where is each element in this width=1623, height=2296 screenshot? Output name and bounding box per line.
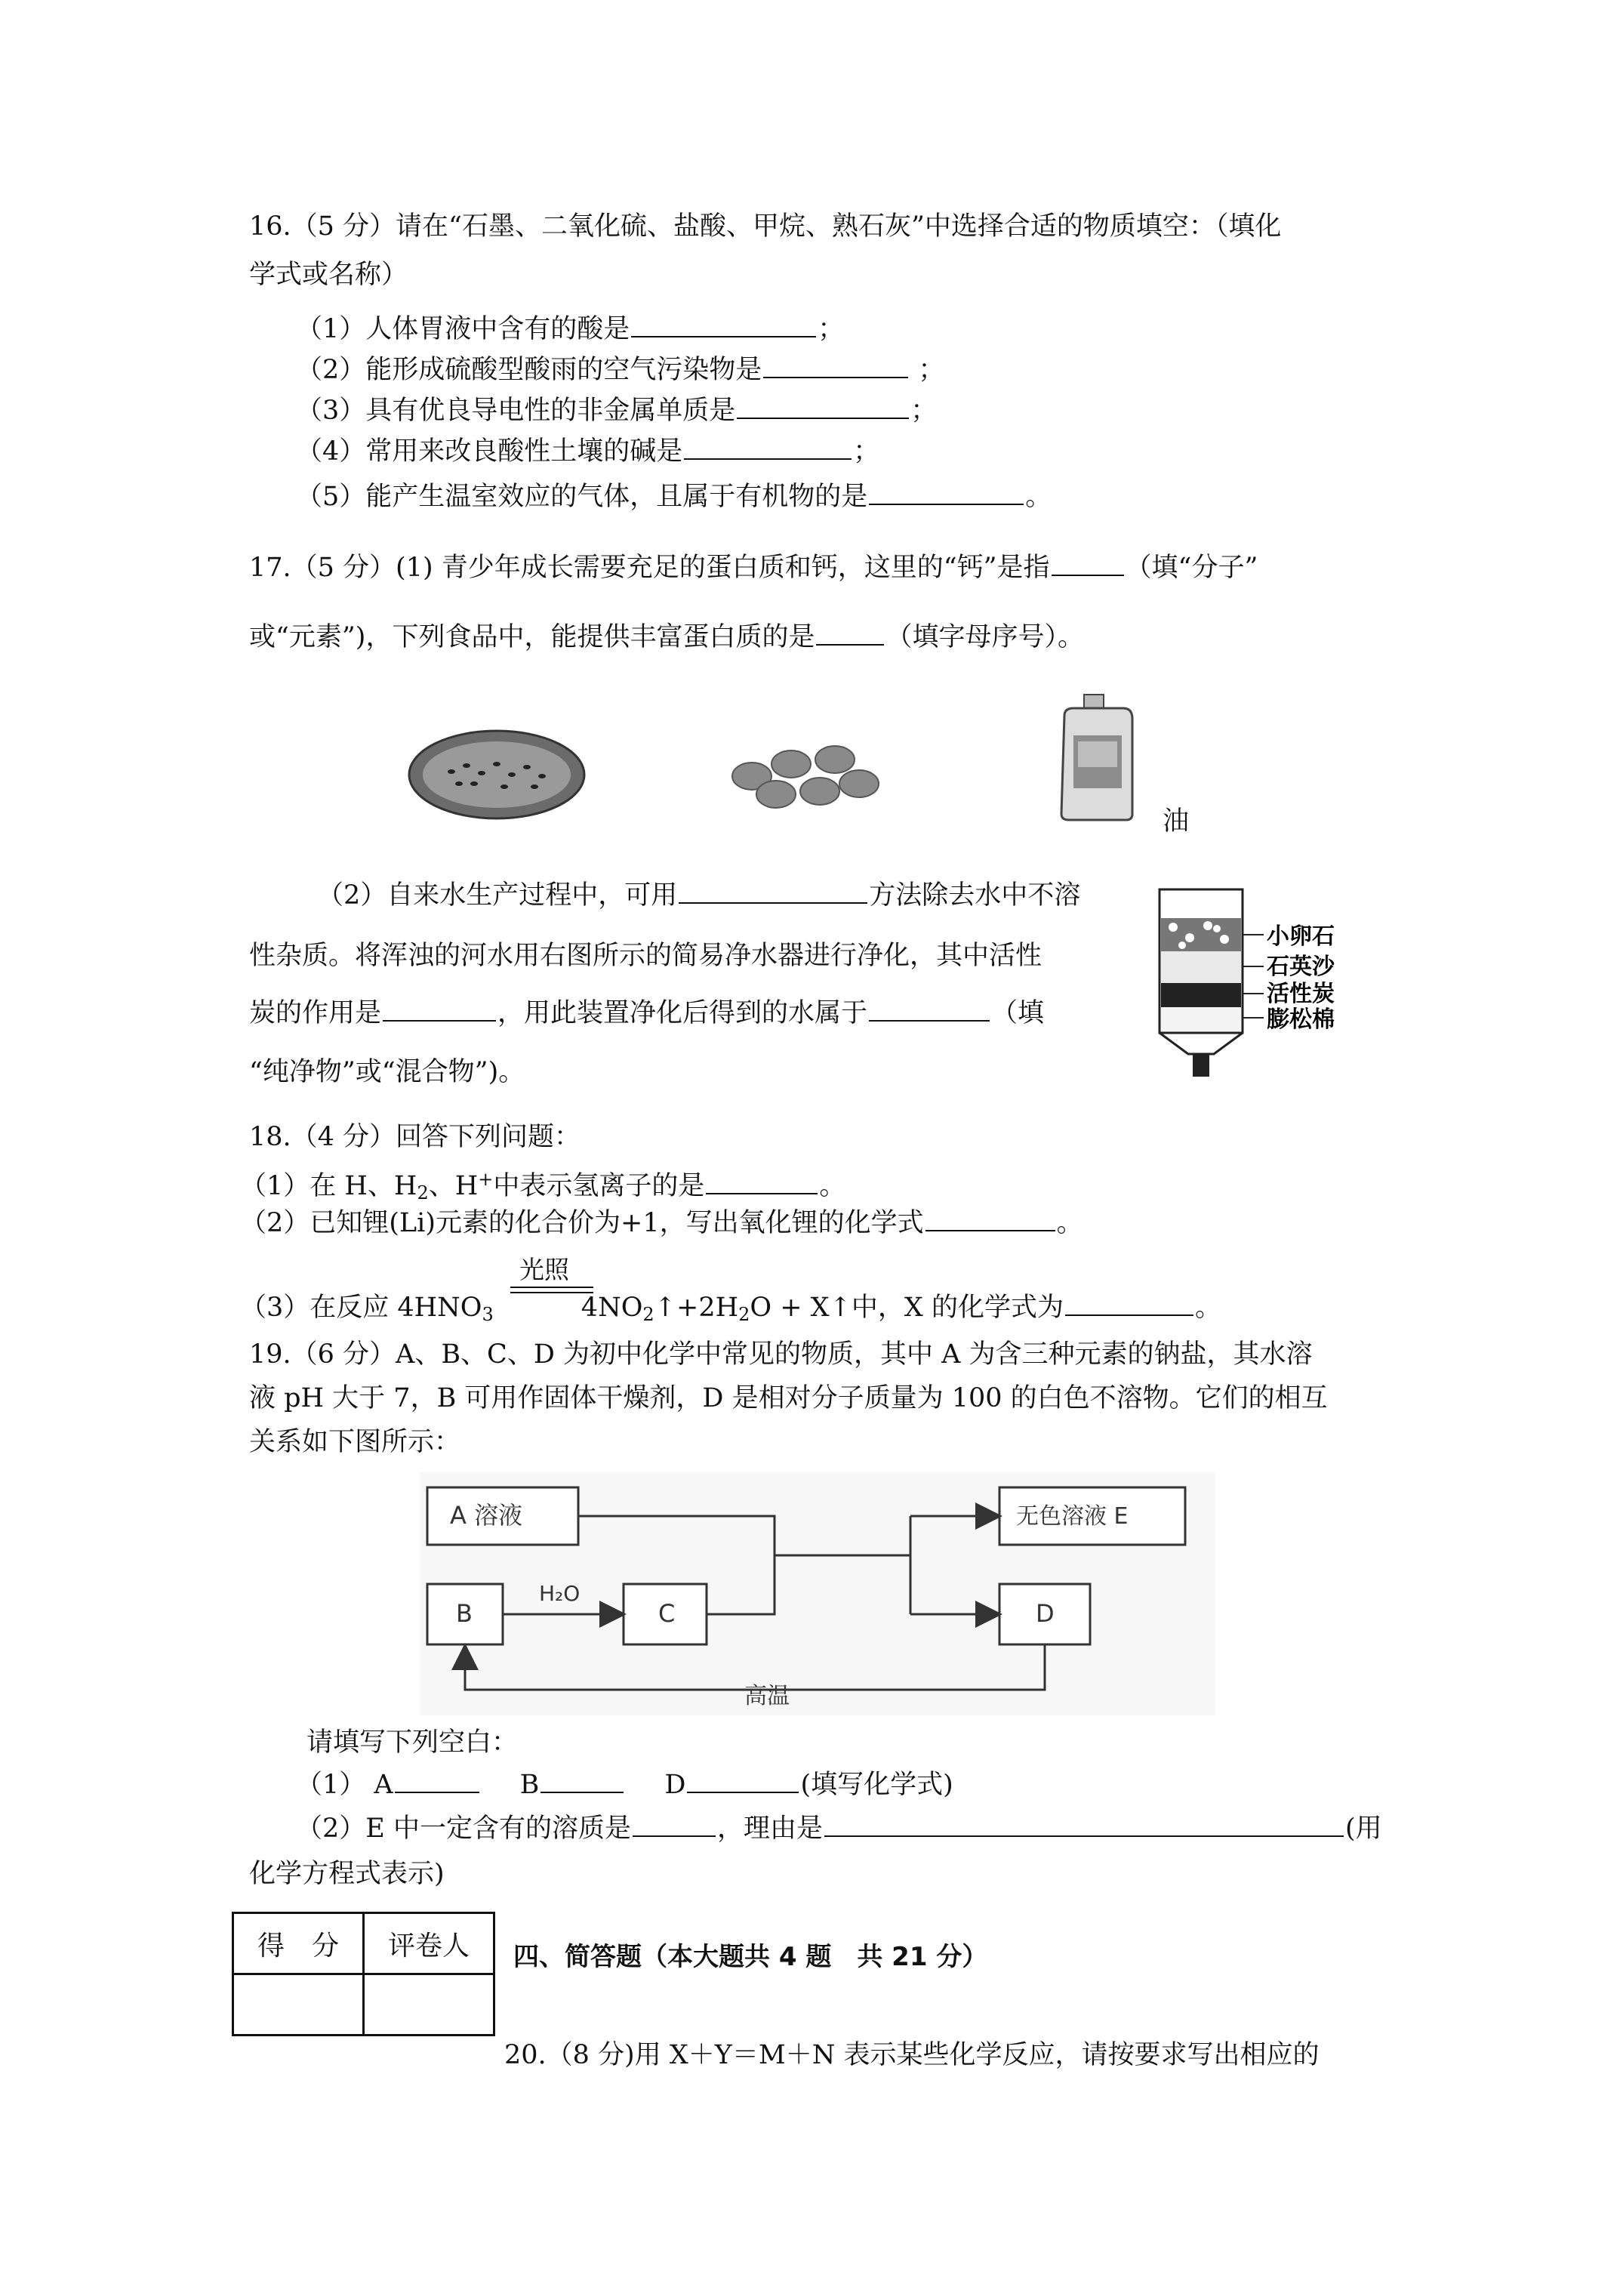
q19-fill-title: 请填写下列空白： (306, 1727, 519, 1758)
q16-item-4-text: （4）常用来改良酸性土壤的碱是 (296, 436, 683, 467)
q16-item-1-text: （1）人体胃液中含有的酸是 (296, 314, 630, 344)
q20-line1: 20.（8 分)用 X＋Y＝M＋N 表示某些化学反应，请按要求写出相应的 (504, 2040, 1320, 2070)
q19-line3: 关系如下图所示： (249, 1427, 461, 1457)
q17-p2-line1 (317, 879, 1080, 912)
q19-line1: 19.（6 分）A、B、C、D 为初中化学中常见的物质，其中 A 为含三种元素的钠盐，其水溶 (249, 1339, 1313, 1370)
q16-item-1 (296, 313, 844, 346)
box-b-label: B (456, 1599, 473, 1628)
q18-item-1-text: （1）在 H、H (240, 1171, 417, 1201)
q18-item-3-suffix: 。 (1194, 1293, 1221, 1323)
q17-blank-2[interactable] (816, 621, 884, 646)
q18-item-3: （3）在反应 $4HNO_3$ $4NO_2↑+2H_2O$ + X↑中，X 的化学式为 。 (240, 1293, 1221, 1325)
oil-label: 油 (1163, 806, 1190, 837)
q19-fill-line3: 化学方程式表示) (249, 1859, 445, 1889)
q17-line2 (249, 621, 1084, 654)
q17-line2-suffix: （填字母序号）。 (885, 622, 1084, 652)
filter-label-activated-carbon: 活性炭 (1267, 981, 1335, 1007)
q16-item-3-text: （3）具有优良导电性的非金属单质是 (296, 396, 736, 426)
q16-item-4-suffix: ； (853, 436, 880, 467)
q19-fill-d-label: D (664, 1770, 686, 1800)
q16-item-5-text: （5）能产生温室效应的气体，且属于有机物的是 (296, 482, 868, 512)
q19-blank-b[interactable] (540, 1769, 624, 1793)
filter-label-cotton: 膨松棉 (1267, 1006, 1335, 1033)
q17-line1-text: 17.（5 分）(1) 青少年成长需要充足的蛋白质和钙，这里的“钙”是指 (249, 553, 1050, 583)
q16-item-5-suffix: 。 (1025, 482, 1052, 512)
q17-p2-line1-suffix: 方法除去水中不溶 (869, 880, 1081, 911)
q17-p2-line3 (249, 997, 1044, 1030)
q19-fill-a-label: （1） A (296, 1770, 393, 1800)
q18-item-3-product: 4NO (581, 1293, 643, 1323)
q16-blank-3[interactable] (737, 395, 909, 419)
q16-blank-1[interactable] (631, 313, 816, 337)
q17-blank-4[interactable] (383, 997, 496, 1022)
bottom-arrow-label: 高温 (744, 1683, 790, 1709)
grader-cell[interactable] (364, 1974, 494, 2036)
q17-blank-1[interactable] (1052, 552, 1124, 576)
q17-line1 (249, 551, 1258, 584)
q19-fill-line2 (296, 1812, 1382, 1845)
q16-line1: 16.（5 分）请在“石墨、二氧化硫、盐酸、甲烷、熟石灰”中选择合适的物质填空：（填化 (249, 211, 1282, 242)
q17-line2-text: 或“元素”)，下列食品中，能提供丰富蛋白质的是 (249, 622, 815, 652)
score-table (232, 1912, 495, 2036)
box-d-label: D (1036, 1599, 1055, 1628)
q16-item-2 (296, 353, 944, 387)
q17-blank-5[interactable] (869, 997, 990, 1022)
q16-blank-4[interactable] (684, 436, 852, 460)
q16-item-5 (296, 480, 1052, 513)
q18-blank-3[interactable] (1065, 1292, 1193, 1316)
grader-header: 评卷人 (364, 1913, 494, 1974)
q17-blank-3[interactable] (679, 880, 867, 904)
box-a-label: A 溶液 (450, 1501, 523, 1530)
q16-blank-2[interactable] (763, 354, 908, 378)
q19-blank-e[interactable] (633, 1813, 716, 1837)
q16-item-4 (296, 435, 879, 468)
q18-item-3-text2: O + X↑中，X 的化学式为 (750, 1293, 1064, 1323)
soybeans-image (722, 729, 883, 812)
q19-fill-line1 (296, 1768, 953, 1801)
q18-item-1-text2: 、H (428, 1171, 479, 1201)
q19-fill-b-label: B (519, 1770, 540, 1800)
q18-blank-1[interactable] (706, 1170, 818, 1194)
reaction-condition: 光照 (519, 1255, 569, 1284)
q18-item-1-text3: 中表示氢离子的是 (493, 1171, 705, 1201)
q18-item-3-product2: ↑+2H (654, 1293, 739, 1323)
watermelon-image (406, 728, 587, 821)
q18-title: 18.（4 分）回答下列问题： (249, 1122, 581, 1152)
score-cell[interactable] (233, 1974, 364, 2036)
q18-item-2 (240, 1207, 1083, 1240)
q19-fill-2-text: （2）E 中一定含有的溶质是 (296, 1814, 631, 1844)
q17-p2-line3-text: 炭的作用是 (249, 998, 382, 1028)
q18-item-2-text: （2）已知锂(Li)元素的化合价为+1，写出氧化锂的化学式 (240, 1208, 924, 1238)
reaction-flow-diagram (420, 1472, 1215, 1715)
section-4-heading: 四、简答题（本大题共 4 题 共 21 分） (513, 1942, 988, 1972)
q19-line2: 液 pH 大于 7，B 可用作固体干燥剂，D 是相对分子质量为 100 的白色不溶物。它们的相互 (249, 1383, 1328, 1413)
oil-bottle-image (1051, 693, 1144, 821)
q16-item-2-suffix: ； (910, 355, 945, 385)
q17-p2-line3-mid: ，用此装置净化后得到的水属于 (497, 998, 868, 1028)
water-filter-diagram (1150, 883, 1354, 1078)
box-e-label: 无色溶液 E (1016, 1503, 1129, 1530)
q18-item-1-suffix: 。 (819, 1171, 846, 1201)
q19-fill-note: (填写化学式) (800, 1770, 953, 1800)
reaction-arrow-line-top (510, 1287, 593, 1288)
filter-label-quartz-sand: 石英沙 (1267, 954, 1335, 980)
q16-item-2-text: （2）能形成硫酸型酸雨的空气污染物是 (296, 355, 762, 385)
q18-item-1: （1）在 H、$H_2$、H+中表示氢离子的是 。 (240, 1169, 846, 1203)
q16-blank-5[interactable] (869, 481, 1024, 505)
q19-blank-reason[interactable] (824, 1813, 1344, 1837)
score-header: 得 分 (233, 1913, 364, 1974)
q17-p2-line3-suffix: （填 (991, 998, 1045, 1028)
q19-blank-a[interactable] (395, 1769, 479, 1793)
q17-p2-line4: “纯净物”或“混合物”)。 (249, 1057, 525, 1087)
q16-item-3-suffix: ； (910, 396, 938, 426)
q19-blank-d[interactable] (687, 1769, 799, 1793)
q17-p2-line2: 性杂质。将浑浊的河水用右图所示的简易净水器进行净化，其中活性 (249, 941, 1042, 971)
q16-item-3 (296, 394, 937, 427)
q18-item-3-text: （3）在反应 4HNO (240, 1293, 482, 1323)
filter-label-pebbles: 小卵石 (1267, 923, 1335, 950)
q17-line1-suffix: （填“分子” (1125, 553, 1258, 583)
q19-fill-2-suffix: (用 (1344, 1814, 1382, 1844)
q18-blank-2[interactable] (925, 1207, 1055, 1231)
q16-item-1-suffix: ； (818, 314, 845, 344)
q17-p2-line1-text: （2）自来水生产过程中，可用 (317, 880, 678, 911)
q18-item-2-suffix: 。 (1056, 1208, 1083, 1238)
q16-line2: 学式或名称） (249, 260, 408, 290)
q19-fill-2-mid: ，理由是 (716, 1814, 823, 1844)
arrow-bc-label: H₂O (539, 1581, 581, 1606)
box-c-label: C (658, 1599, 676, 1628)
